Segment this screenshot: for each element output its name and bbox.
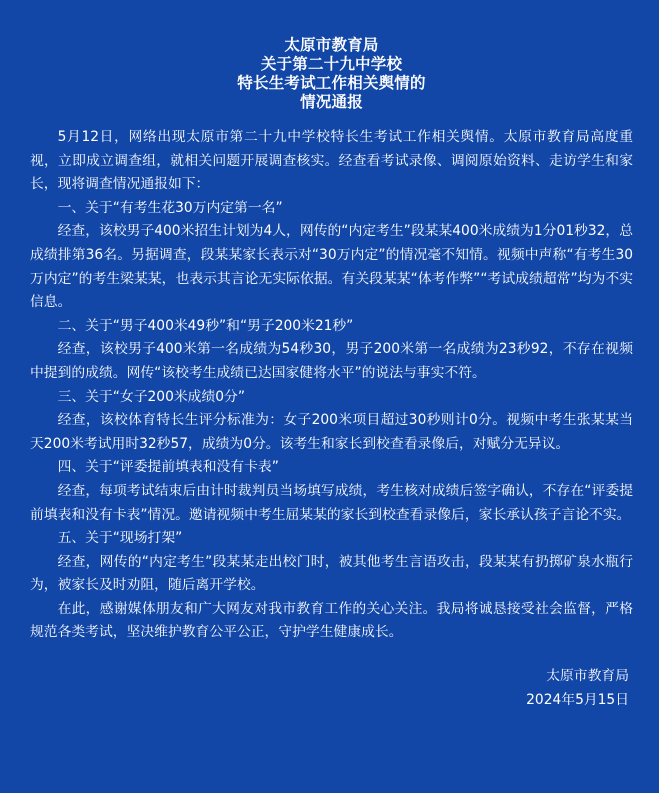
section-body-3: 经查，该校体育特长生评分标准为：女子200米项目超过30秒则计0分。视频中考生张某某当天200米考试用时32秒57，成绩为0分。该考生和家长到校查看录像后，对赋分无异议。 (30, 412, 633, 452)
section-heading-3: 三、关于“女子200米成绩0分” (57, 388, 245, 405)
section-heading-5: 五、关于“现场打架” (57, 530, 183, 547)
signature-date: 2024年5月15日 (526, 691, 629, 708)
signature-org: 太原市教育局 (546, 668, 629, 685)
section-body-2: 经查，该校男子400米第一名成绩为54秒30，男子200米第一名成绩为23秒92，不存在视频中提到的成绩。网传“该校考生成绩已达国家健将水平”的说法与事实不符。 (30, 341, 633, 381)
section-body-1: 经查，该校男子400米招生计划为4人，网传的“内定考生”段某某400米成绩为1分01秒32，总成绩排第36名。另据调查，段某某家长表示对“30万内定”的情况毫不知情。视频中声称“有考生30万内定”的考生梁某某，也表示其言论无实际依据。有关段某某“体考作弊”“考试成绩超常”均为不实信息。 (30, 223, 633, 311)
closing-paragraph: 在此，感谢媒体朋友和广大网友对我市教育工作的关心关注。我局将诚恳接受社会监督，严格规范各类考试，坚决维护教育公平公正，守护学生健康成长。 (30, 600, 633, 641)
section-heading-4: 四、关于“评委提前填表和没有卡表” (57, 459, 279, 476)
section-body-5: 经查，网传的“内定考生”段某某走出校门时，被其他考生言语攻击，段某某有扔掷矿泉水瓶行为，被家长及时劝阻，随后离开学校。 (30, 553, 633, 594)
title-line-type: 情况通报 (300, 93, 363, 111)
notice-body (30, 126, 633, 645)
section-heading-1: 一、关于“有考生花30万内定第一名” (57, 199, 283, 216)
signature-block (30, 665, 633, 712)
title-line-issuer: 太原市教育局 (284, 36, 379, 54)
title-line-school: 关于第二十九中学校 (260, 55, 403, 73)
section-heading-2: 二、关于“男子400米49秒”和“男子200米21秒” (57, 317, 354, 334)
intro-paragraph: 5月12日，网络出现太原市第二十九中学校特长生考试工作相关舆情。太原市教育局高度重视，立即成立调查组，就相关问题开展调查核实。经查看考试录像、调阅原始资料、走访学生和家长，现将调查情况通报如下： (30, 129, 633, 193)
notice-title (30, 36, 633, 112)
title-line-topic: 特长生考试工作相关舆情的 (237, 74, 426, 92)
section-body-4: 经查，每项考试结束后由计时裁判员当场填写成绩，考生核对成绩后签字确认，不存在“评委提前填表和没有卡表”情况。邀请视频中考生屈某某的家长到校查看录像后，家长承认孩子言论不实。 (30, 482, 633, 523)
